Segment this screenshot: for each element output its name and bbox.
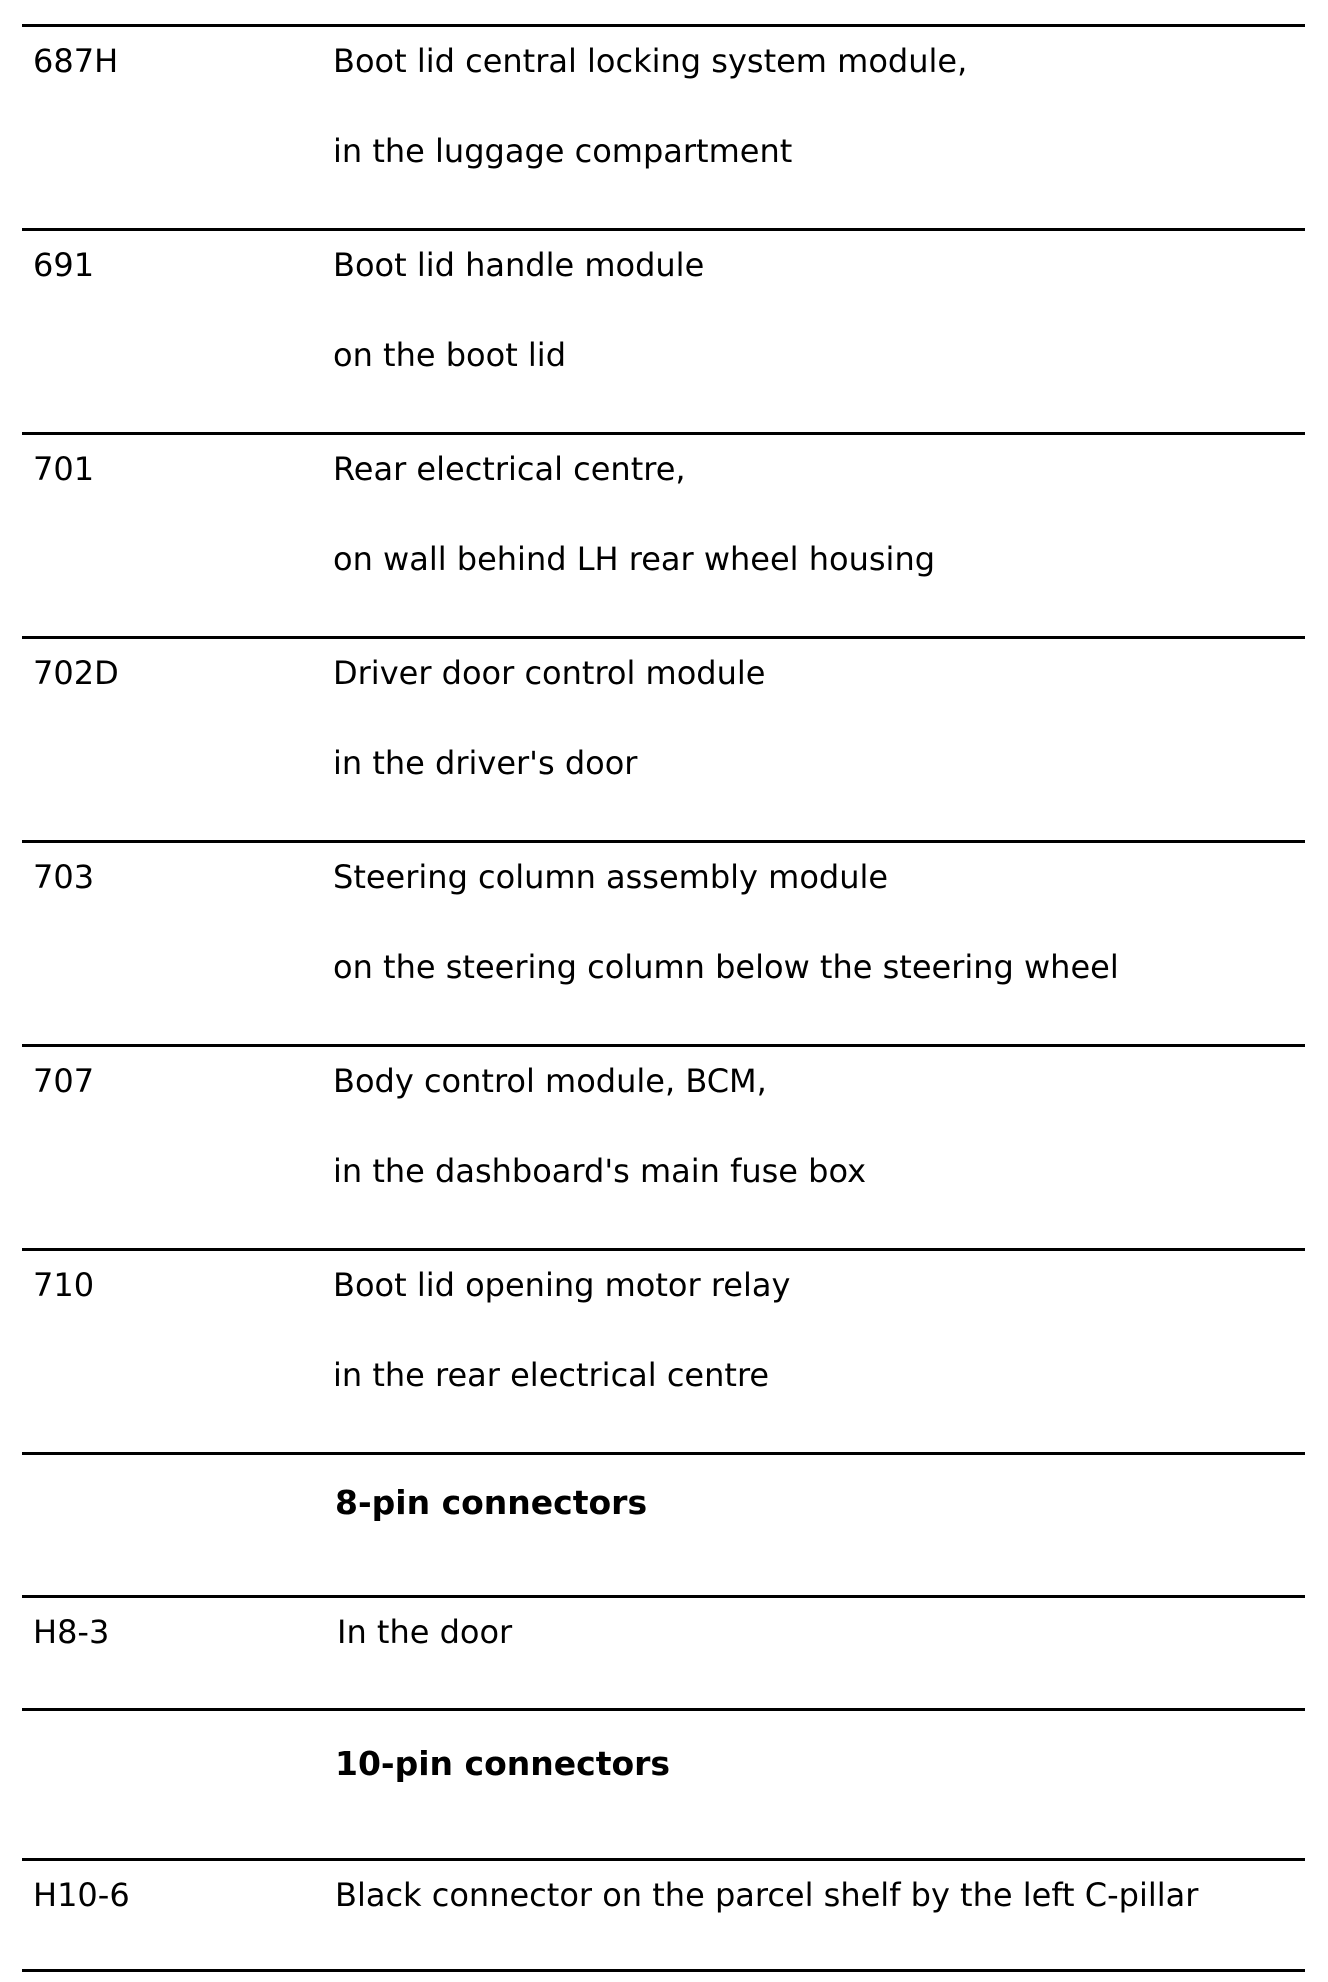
section-heading-row bbox=[22, 1708, 1305, 1858]
table-row bbox=[22, 24, 1305, 228]
table-row bbox=[22, 1044, 1305, 1248]
component-code: 691 bbox=[33, 246, 95, 284]
description-line-1: Boot lid central locking system module, bbox=[333, 42, 968, 80]
description-line-2: on the boot lid bbox=[333, 336, 566, 374]
description-line-2: in the rear electrical centre bbox=[333, 1356, 770, 1394]
description-line-1: Rear electrical centre, bbox=[333, 450, 686, 488]
component-description bbox=[333, 1059, 866, 1194]
description-line-1: Boot lid opening motor relay bbox=[333, 1266, 791, 1304]
description-line-2: in the driver's door bbox=[333, 744, 638, 782]
table-row bbox=[22, 1248, 1305, 1452]
description-line-2: on wall behind LH rear wheel housing bbox=[333, 540, 936, 578]
component-code: 710 bbox=[33, 1266, 95, 1304]
description-line-1: Driver door control module bbox=[333, 654, 766, 692]
table-row bbox=[22, 1858, 1305, 1972]
description-line-1: Body control module, BCM, bbox=[333, 1062, 767, 1100]
table-row bbox=[22, 840, 1305, 1044]
section-heading-8pin: 8-pin connectors bbox=[335, 1483, 648, 1522]
table-row bbox=[22, 432, 1305, 636]
component-code: 701 bbox=[33, 450, 95, 488]
component-code: 703 bbox=[33, 858, 95, 896]
connector-code: H8-3 bbox=[33, 1613, 110, 1651]
description-line-1: In the door bbox=[337, 1613, 513, 1651]
connector-description bbox=[335, 1873, 1198, 1918]
description-line-1: Steering column assembly module bbox=[333, 858, 889, 896]
connector-code: H10-6 bbox=[33, 1876, 130, 1914]
component-description bbox=[333, 651, 765, 786]
component-code: 687H bbox=[33, 42, 119, 80]
component-description bbox=[333, 39, 967, 174]
table-row bbox=[22, 228, 1305, 432]
table-row bbox=[22, 636, 1305, 840]
section-heading-row bbox=[22, 1452, 1305, 1595]
component-table bbox=[22, 24, 1305, 1972]
component-code: 702D bbox=[33, 654, 119, 692]
table-row bbox=[22, 1595, 1305, 1708]
section-heading-10pin: 10-pin connectors bbox=[335, 1744, 671, 1783]
description-line-2: on the steering column below the steering wheel bbox=[333, 948, 1119, 986]
connector-description bbox=[337, 1610, 512, 1655]
description-line-1: Boot lid handle module bbox=[333, 246, 705, 284]
description-line-2: in the dashboard's main fuse box bbox=[333, 1152, 866, 1190]
description-line-1: Black connector on the parcel shelf by the left C-pillar bbox=[335, 1876, 1199, 1914]
component-description bbox=[333, 855, 1119, 990]
component-code: 707 bbox=[33, 1062, 95, 1100]
component-description bbox=[333, 447, 935, 582]
component-description bbox=[333, 1263, 790, 1398]
description-line-2: in the luggage compartment bbox=[333, 132, 793, 170]
component-description bbox=[333, 243, 704, 378]
